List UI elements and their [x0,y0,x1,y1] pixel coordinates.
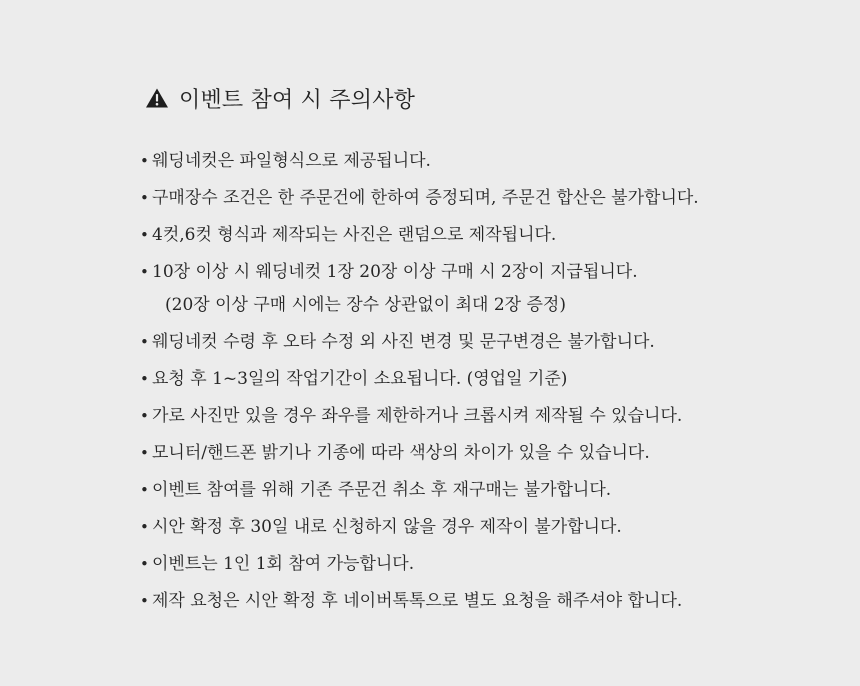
notice-item-note: (20장 이상 구매 시에는 장수 상관없이 최대 2장 증정) [165,295,566,315]
notice-item-quantity-reward [140,256,699,322]
bullet-icon: • [140,407,149,425]
bullet-icon: • [140,370,149,388]
notice-item-text: 구매장수 조건은 한 주문건에 한하여 증정되며, 주문건 합산은 불가합니다. [152,188,699,208]
notice-item-text: 웨딩네컷은 파일형식으로 제공됩니다. [152,151,431,171]
warning-icon [145,87,169,109]
notice-item-participation-limit [140,548,699,581]
notice-item-text: 웨딩네컷 수령 후 오타 수정 외 사진 변경 및 문구변경은 불가합니다. [152,332,655,352]
bullet-icon: • [140,518,149,536]
notice-item-text: 시안 확정 후 30일 내로 신청하지 않을 경우 제작이 불가합니다. [152,517,622,537]
notice-item-multiline [152,256,638,322]
bullet-icon: • [140,152,149,170]
notice-item-text: 모니터/핸드폰 밝기나 기종에 따라 색상의 차이가 있을 수 있습니다. [152,443,650,463]
bullet-icon: • [140,555,149,573]
notice-item-text: 이벤트 참여를 위해 기존 주문건 취소 후 재구매는 불가합니다. [152,480,612,500]
notice-item-text: 이벤트는 1인 1회 참여 가능합니다. [152,554,415,574]
notice-item-landscape-photo [140,400,699,433]
notice-item-text: 10장 이상 시 웨딩네컷 1장 20장 이상 구매 시 2장이 지급됩니다. [152,262,638,282]
notice-item-file-format [140,145,699,178]
notice-item-request-channel [140,585,699,618]
bullet-icon: • [140,263,149,281]
notice-item-text: 4컷,6컷 형식과 제작되는 사진은 랜덤으로 제작됩니다. [152,225,557,245]
notice-item-text: 가로 사진만 있을 경우 좌우를 제한하거나 크롭시켜 제작될 수 있습니다. [152,406,683,426]
notice-item-repurchase-policy [140,474,699,507]
notice-item-working-period [140,363,699,396]
bullet-icon: • [140,481,149,499]
notice-list [140,145,699,618]
notice-item-text: 요청 후 1~3일의 작업기간이 소요됩니다. (영업일 기준) [152,369,568,389]
notice-title [145,82,415,114]
notice-item-request-deadline [140,511,699,544]
bullet-icon: • [140,226,149,244]
notice-item-random-format [140,219,699,252]
notice-item-change-policy [140,326,699,359]
bullet-icon: • [140,444,149,462]
bullet-icon: • [140,333,149,351]
notice-title-text: 이벤트 참여 시 주의사항 [179,87,416,113]
bullet-icon: • [140,189,149,207]
notice-item-color-difference [140,437,699,470]
notice-item-text: 제작 요청은 시안 확정 후 네이버톡톡으로 별도 요청을 해주셔야 합니다. [152,591,683,611]
notice-item-order-condition [140,182,699,215]
bullet-icon: • [140,592,149,610]
